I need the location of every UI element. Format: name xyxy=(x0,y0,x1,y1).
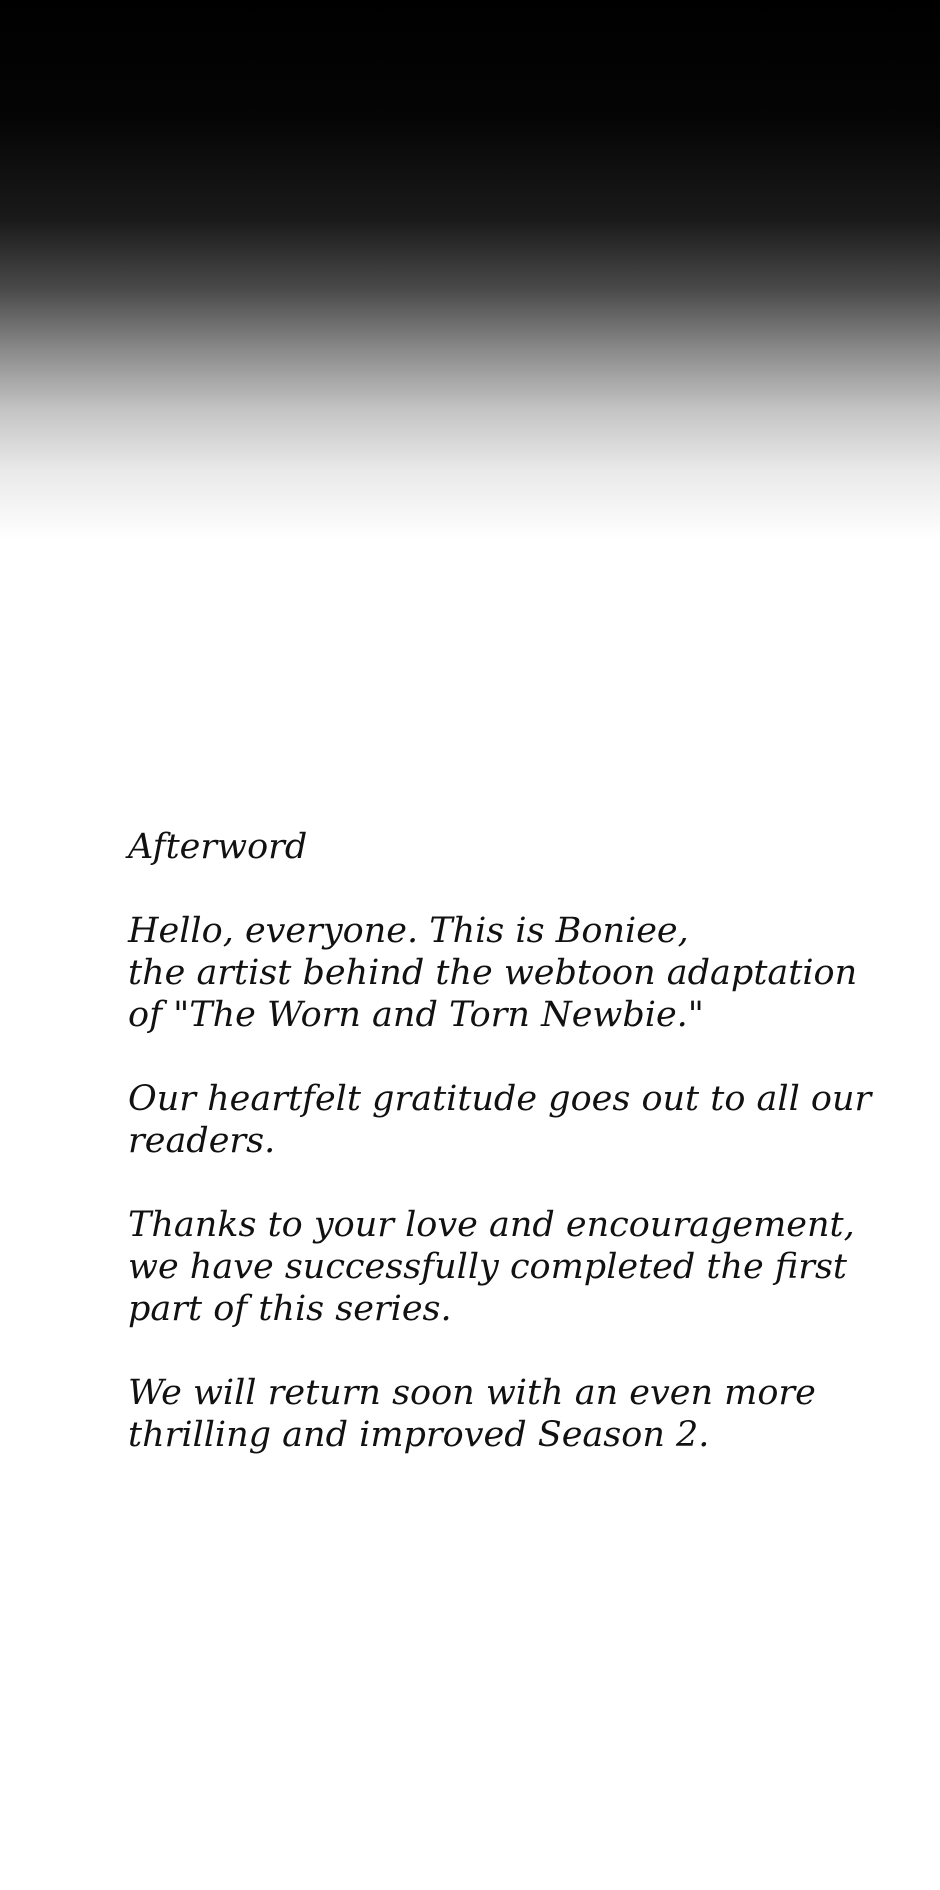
gratitude-paragraph xyxy=(128,1078,872,1162)
text-line: we have successfully completed the first xyxy=(128,1247,847,1287)
black-to-white-gradient-panel xyxy=(0,0,940,560)
text-line: Thanks to your love and encouragement, xyxy=(128,1205,855,1245)
thanks-paragraph xyxy=(128,1204,855,1330)
text-line: thrilling and improved Season 2. xyxy=(128,1415,710,1455)
text-line: Hello, everyone. This is Boniee, xyxy=(128,911,689,951)
greeting-paragraph xyxy=(128,910,858,1036)
afterword-heading: Afterword xyxy=(128,827,308,867)
text-line: part of this series. xyxy=(128,1289,452,1329)
text-line: of "The Worn and Torn Newbie." xyxy=(128,995,704,1035)
text-line: Our heartfelt gratitude goes out to all our xyxy=(128,1079,872,1119)
text-line: the artist behind the webtoon adaptation xyxy=(128,953,858,993)
text-line: We will return soon with an even more xyxy=(128,1373,816,1413)
afterword-text-block xyxy=(128,826,872,1498)
text-line: readers. xyxy=(128,1121,276,1161)
season-2-paragraph xyxy=(128,1372,848,1456)
